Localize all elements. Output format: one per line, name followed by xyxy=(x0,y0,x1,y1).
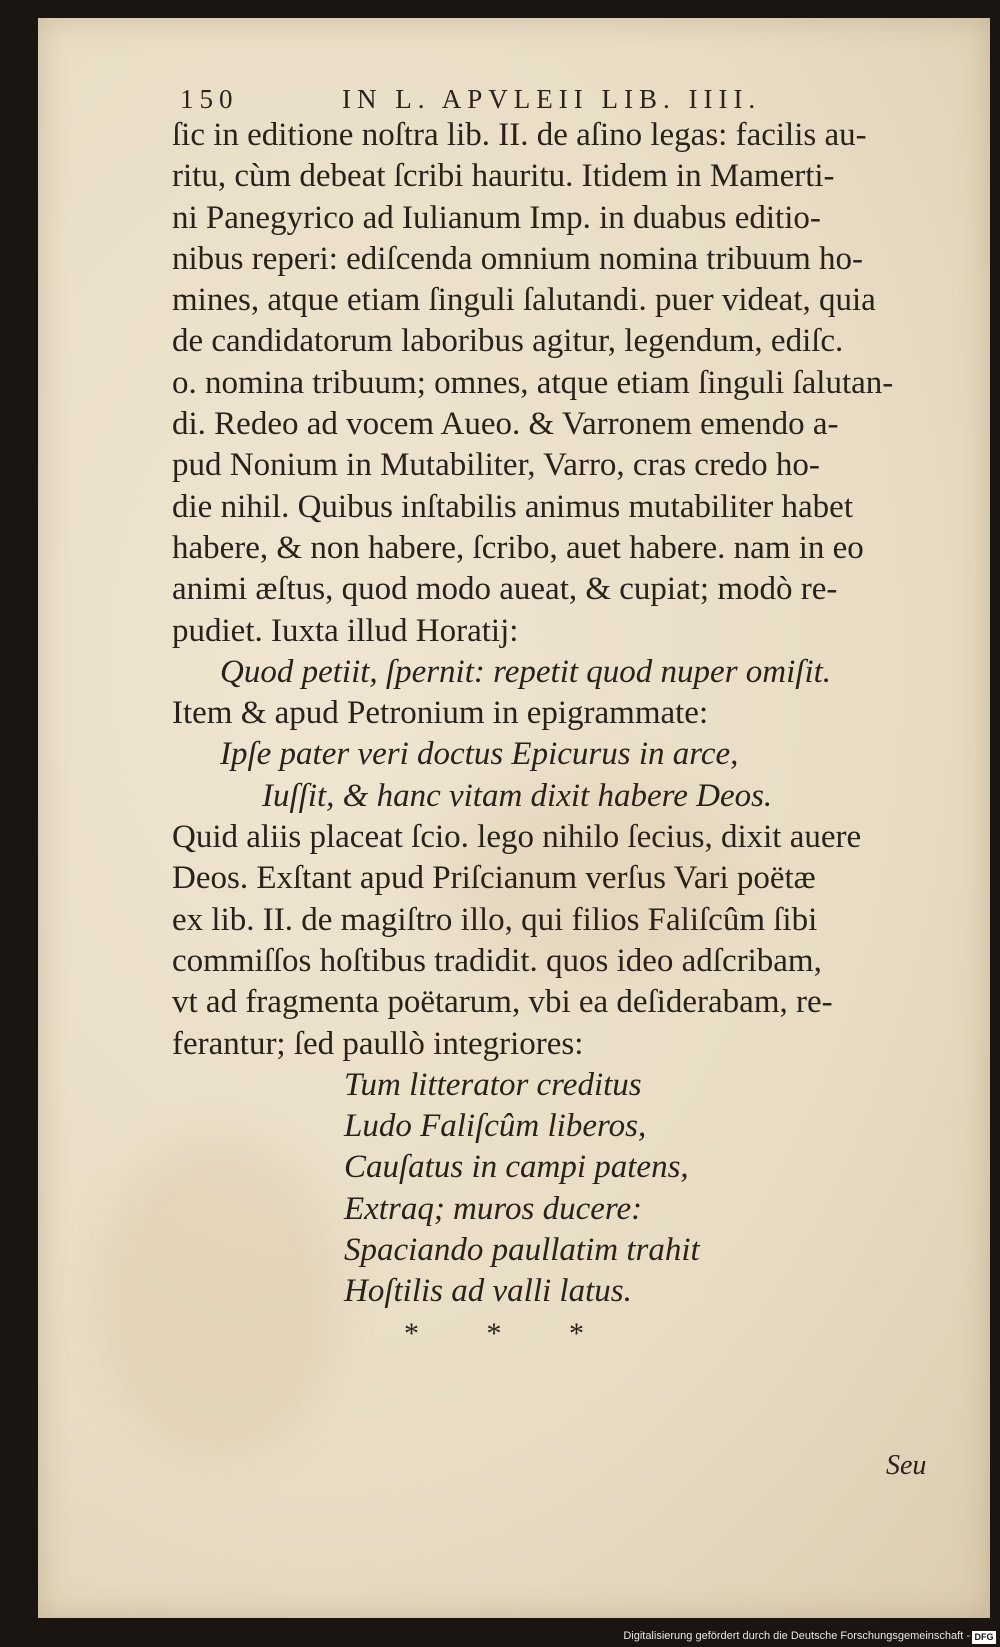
text-line: ni Panegyrico ad Iulianum Imp. in duabus editio- xyxy=(172,199,821,236)
text-line: nibus reperi: ediſcenda omnium nomina tribuum ho- xyxy=(172,240,864,277)
text-line: Item & apud Petronium in epigrammate: xyxy=(172,695,709,732)
text-line: pudiet. Iuxta illud Horatij: xyxy=(172,612,519,649)
running-title: IN L. APVLEII LIB. IIII. xyxy=(342,84,762,114)
text-line: ritu, cùm debeat ſcribi hauritu. Itidem in Mamerti- xyxy=(172,158,835,195)
text-line: ferantur; ſed paullò integriores: xyxy=(172,1025,584,1062)
text-line: o. nomina tribuum; omnes, atque etiam ſinguli ſalutan- xyxy=(172,364,894,401)
poem-line: Cauſatus in campi patens, xyxy=(344,1149,689,1186)
text-line: de candidatorum laboribus agitur, legendum, ediſc. xyxy=(172,323,844,360)
text-line: mines, atque etiam ſinguli ſalutandi. puer videat, quia xyxy=(172,282,876,319)
text-line: ſic in editione noſtra lib. II. de aſino legas: facilis au- xyxy=(172,117,867,153)
poem-line: Spaciando paullatim trahit xyxy=(344,1232,700,1269)
text-line: di. Redeo ad vocem Aueo. & Varronem emendo a- xyxy=(172,406,839,443)
text-line: animi æſtus, quod modo aueat, & cupiat; modò re- xyxy=(172,571,838,608)
poem-line: Tum litterator creditus xyxy=(344,1066,642,1103)
text-line: pud Nonium in Mutabiliter, Varro, cras credo ho- xyxy=(172,447,820,484)
catchword: Seu xyxy=(886,1450,927,1481)
page-number: 150 xyxy=(180,84,239,114)
poem-line: Hoſtilis ad valli latus. xyxy=(344,1273,632,1310)
dfg-logo: DFG xyxy=(972,1631,996,1644)
text-line: die nihil. Quibus inſtabilis animus mutabiliter habet xyxy=(172,488,853,525)
page-body xyxy=(172,115,929,1354)
text-line: Quid aliis placeat ſcio. lego nihilo ſecius, dixit auere xyxy=(172,819,862,856)
footer-bar xyxy=(0,1629,1000,1647)
verse-petronius-line: Iuſſit, & hanc vitam dixit habere Deos. xyxy=(262,777,773,814)
text-line: habere, & non habere, ſcribo, auet habere. nam in eo xyxy=(172,529,864,566)
text-line: Deos. Exſtant apud Priſcianum verſus Vari poëtæ xyxy=(172,860,816,897)
verse-petronius-line: Ipſe pater veri doctus Epicurus in arce, xyxy=(220,736,739,773)
verse-horace: Quod petiit, ſpernit: repetit quod nuper omiſit. xyxy=(220,653,832,690)
text-line: vt ad fragmenta poëtarum, vbi ea deſiderabam, re- xyxy=(172,984,833,1021)
text-line: ex lib. II. de magiſtro illo, qui filios Faliſcûm ſibi xyxy=(172,901,818,938)
poem-line: Extraq; muros ducere: xyxy=(344,1190,643,1227)
poem-line: Ludo Faliſcûm liberos, xyxy=(344,1108,647,1145)
asterism: * * * xyxy=(404,1316,614,1350)
funding-note: Digitalisierung gefördert durch die Deutsche Forschungsgemeinschaft - xyxy=(623,1630,970,1642)
text-line: commiſſos hoſtibus tradidit. quos ideo adſcribam, xyxy=(172,942,822,979)
